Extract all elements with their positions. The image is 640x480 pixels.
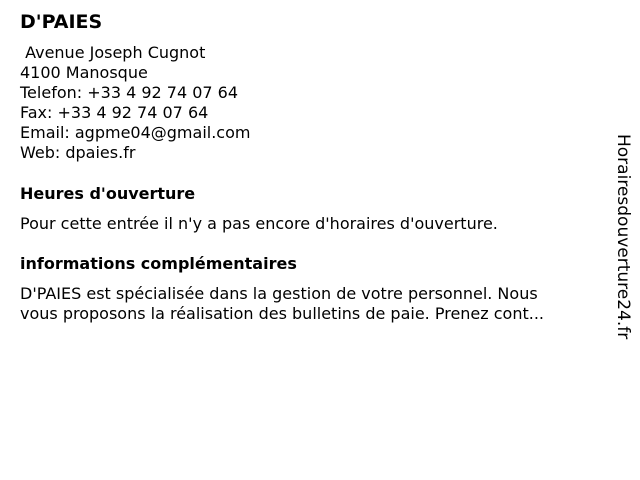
phone-number: Telefon: +33 4 92 74 07 64 (20, 83, 239, 102)
additional-info-line: D'PAIES est spécialisée dans la gestion de votre personnel. Nous (20, 284, 538, 303)
site-watermark: Horairesdouverture24.fr (613, 134, 633, 340)
fax-number: Fax: +33 4 92 74 07 64 (20, 103, 209, 122)
business-name: D'PAIES (20, 11, 103, 33)
city-address: 4100 Manosque (20, 63, 148, 82)
additional-info-text (20, 284, 595, 324)
additional-info-heading: informations complémentaires (20, 254, 297, 273)
additional-info-line: vous proposons la réalisation des bulletins de paie. Prenez cont... (20, 304, 545, 323)
opening-hours-text: Pour cette entrée il n'y a pas encore d'horaires d'ouverture. (20, 214, 498, 233)
email-address: Email: agpme04@gmail.com (20, 123, 251, 142)
street-address: Avenue Joseph Cugnot (20, 43, 206, 62)
website: Web: dpaies.fr (20, 143, 136, 162)
contact-block (20, 43, 250, 163)
opening-hours-heading: Heures d'ouverture (20, 184, 196, 203)
